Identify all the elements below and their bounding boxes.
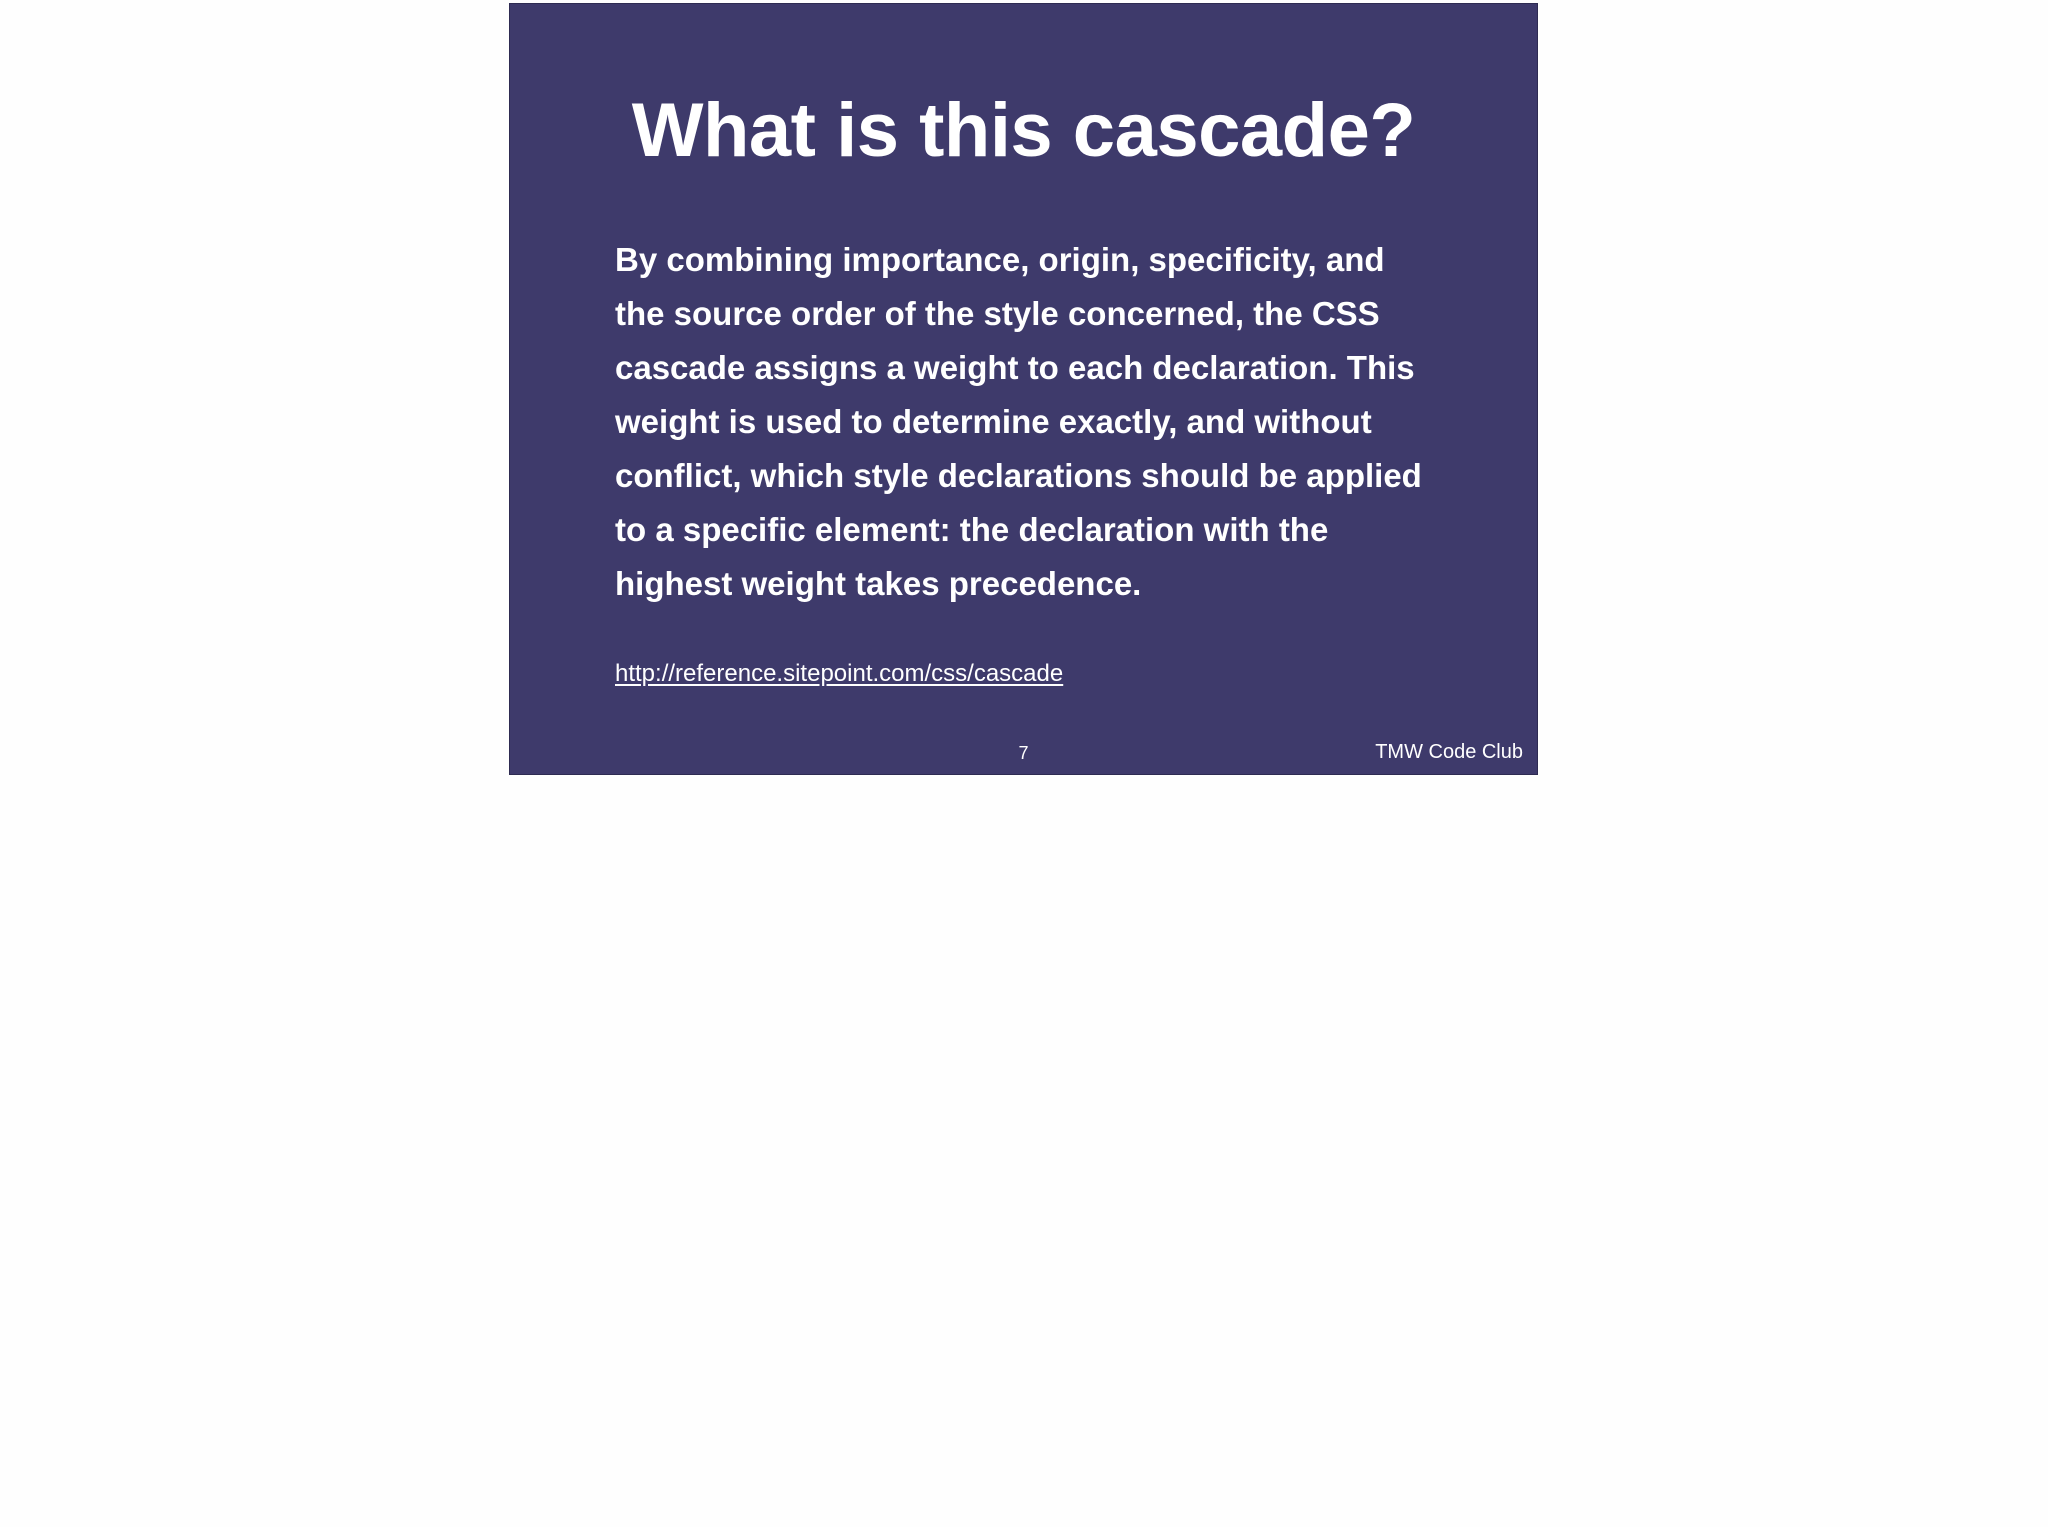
slide-title: What is this cascade? (631, 88, 1416, 173)
body-line: to a specific element: the declaration with the (615, 511, 1329, 548)
slide (510, 4, 1537, 774)
body-line: highest weight takes precedence. (615, 565, 1142, 602)
body-line: the source order of the style concerned, the CSS (615, 295, 1380, 332)
reference-link[interactable]: http://reference.sitepoint.com/css/cascade (615, 660, 1064, 687)
body-line: conflict, which style declarations should be applied (615, 457, 1422, 494)
body-line: weight is used to determine exactly, and without (615, 403, 1372, 440)
footer-brand: TMW Code Club (1375, 741, 1523, 763)
body-line: By combining importance, origin, specificity, and (615, 241, 1385, 278)
slide-body (615, 233, 1445, 611)
body-line: cascade assigns a weight to each declaration. This (615, 349, 1415, 386)
page-number: 7 (1018, 743, 1029, 763)
